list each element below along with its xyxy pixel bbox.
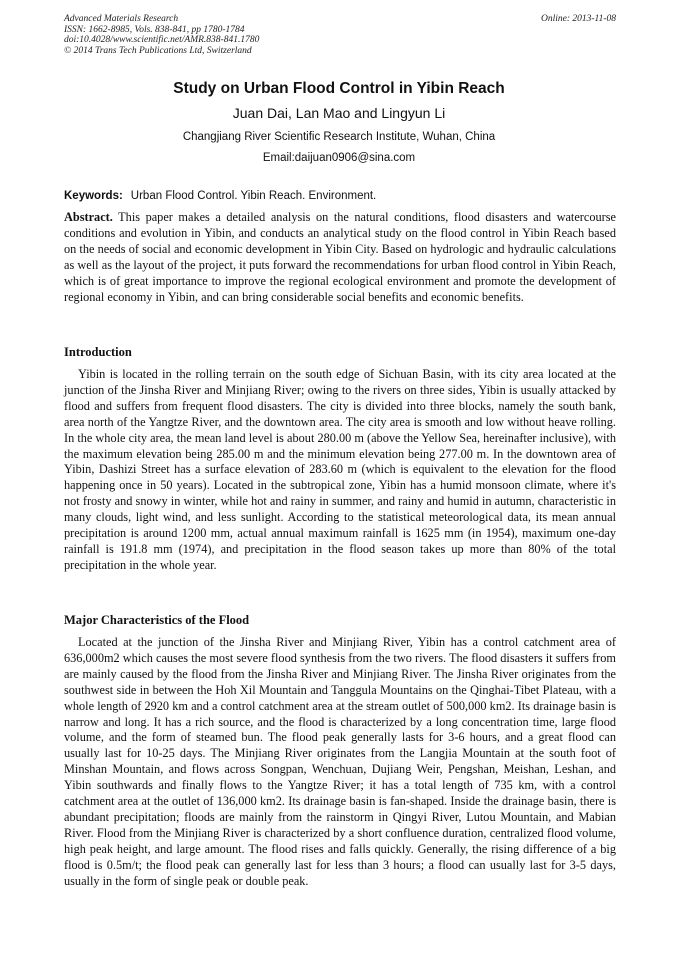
paper-authors: Juan Dai, Lan Mao and Lingyun Li	[232, 105, 446, 121]
keywords-text: Urban Flood Control. Yibin Reach. Environment.	[130, 190, 377, 202]
copyright-line: © 2014 Trans Tech Publications Ltd, Switzerland	[64, 45, 252, 56]
journal-name: Advanced Materials Research	[64, 14, 179, 24]
doi-line: doi:10.4028/www.scientific.net/AMR.838-841.1780	[64, 35, 260, 45]
keywords-label: Keywords:	[64, 190, 123, 202]
abstract-label: Abstract.	[64, 210, 113, 224]
author-affiliation: Changjiang River Scientific Research Institute, Wuhan, China	[182, 131, 496, 143]
major-characteristics-paragraph: Located at the junction of the Jinsha River and Minjiang River, Yibin has a control catchment area of 636,000m2 which causes the most severe flood synthesis from the two rivers. The flood disasters it suffers from are mainly caused by the flood from the Jinsha River and Minjiang River. The Jinsha River originates from the southwest side in between the Hoh Xil Mountain and Tanggula Mountains on the Qinghai-Tibet Plateau, with a whole length of 2920 km and a control catchment area at the stream outlet of 500,000 km2. Its drainage basin is narrow and long. It has a rich source, and the flood is characterized by a long concentration time, large flood volume, and the form of steamed bun. The flood peak generally lasts for 3-6 hours, and a great flood can usually last for 10-25 days. The Minjiang River originates from the Langjia Mountain at the south foot of Minshan Mountain, and flows across Songpan, Wenchuan, Dujiang Weir, Pengshan, Meishan, Leshan, and Yibin southwards and finally flows to the Yangtze River; it has a total length of 735 km, with a control catchment area at the outlet of 136,000 km2. Its drainage basin is fan-shaped. Inside the drainage basin, there is abundant precipitation; floods are mainly from the rainstorm in Qingyi River, Lutou Mountain, and Mabian River. Flood from the Minjiang River is characterized by a short confluence duration, centralized flood volume, high peak height, and large amount. The flood rises and falls quickly. Generally, the rising difference of a big flood is 0.5m/t; the flood peak can generally last for less than 3 hours; a flood can usually last for 3-5 days, usually in the form of single peak or double peak.	[64, 635, 616, 888]
keywords-line	[64, 190, 616, 202]
abstract-paragraph	[64, 210, 616, 305]
issn-line: ISSN: 1662-8985, Vols. 838-841, pp 1780-1784	[64, 24, 245, 35]
abstract-text: This paper makes a detailed analysis on the natural conditions, flood disasters and watercourse conditions and evolution in Yibin, and conducts an analytical study on the flood control in Yibin Reach based on the needs of social and economic development in Yibin City. Based on hydrologic and hydraulic calculations as well as the layout of the project, it puts forward the recommendations for urban flood control in Yibin Reach, which is of great importance to improve the regional ecological environment and promote the development of regional economy in Yibin, and can bring considerable social benefits and economic benefits.	[64, 210, 616, 304]
major-characteristics-heading: Major Characteristics of the Flood	[64, 613, 250, 627]
publication-info	[64, 14, 259, 56]
author-email: Email:daijuan0906@sina.com	[262, 152, 416, 164]
introduction-heading: Introduction	[64, 345, 132, 359]
online-date: Online: 2013-11-08	[540, 14, 616, 24]
paper-title: Study on Urban Flood Control in Yibin Reach	[173, 80, 505, 97]
introduction-paragraph: Yibin is located in the rolling terrain on the south edge of Sichuan Basin, with its city area located at the junction of the Jinsha River and Minjiang River; owing to the rivers on three sides, Yibin is usually attacked by flood and suffers from frequent flood disasters. The city is divided into three blocks, namely the south bank, area north of the Yangtze River, and the downtown area. The city area is smooth and low without heave rolling. In the whole city area, the mean land level is about 280.00 m (above the Yellow Sea, hereinafter inclusive), with the maximum elevation being 285.00 m and the minimum elevation being 277.00 m. In the downtown area of Yibin, Dashizi Street has a surface elevation of 283.60 m (which is equivalent to the elevation for the flood happening once in 50 years). Located in the subtropical zone, Yibin has a humid monsoon climate, where it's not frosty and snowy in winter, while hot and rainy in summer, and rainy and humid in autumn, characteristic in many clouds, light wind, and less sunlight. According to the statistical meteorological data, its mean annual precipitation is around 1200 mm, actual annual maximum rainfall is 1625 mm (in 1954), maximum one-day rainfall is 191.8 mm (1974), and precipitation in the flood season takes up more than 80% of the total precipitation in the whole year.	[64, 367, 616, 572]
